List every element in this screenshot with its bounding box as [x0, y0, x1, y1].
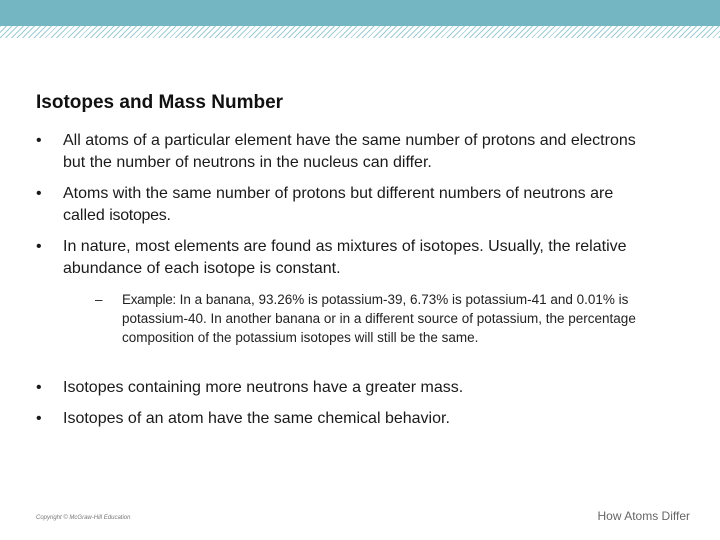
example-sub-bullet [95, 290, 662, 347]
bullet-text: Atoms with the same number of protons but different numbers of neutrons are called [63, 185, 614, 224]
bullet-marker: • [36, 410, 42, 427]
bullet-text: All atoms of a particular element have the same number of protons and electrons but the number of neutrons in the nucleus can differ. [63, 132, 636, 171]
example-text: In a banana, 93.26% is potassium-39, 6.73% is potassium-41 and 0.01% is potassium-40. In another banana or in a different source of potassium, the percentage composition of the potassium isotopes will still be the same. [122, 292, 636, 345]
copyright-footer: Copyright © McGraw-Hill Education [36, 515, 131, 521]
slide-title: Isotopes and Mass Number [36, 92, 284, 113]
header-band [0, 0, 720, 26]
header-hatch-band [0, 26, 720, 38]
bullet-item [36, 183, 646, 227]
sub-bullet-marker: – [95, 292, 103, 307]
bullet-marker: • [36, 185, 42, 202]
bullet-list [36, 130, 646, 289]
bullet-item [36, 236, 646, 280]
bullet-item [36, 408, 646, 430]
bullet-marker: • [36, 238, 42, 255]
bullet-marker: • [36, 379, 42, 396]
bullet-item [36, 377, 646, 399]
example-label: Example: [122, 292, 176, 307]
bullet-item [36, 130, 646, 174]
section-footer: How Atoms Differ [597, 509, 690, 523]
bullet-text: Isotopes containing more neutrons have a greater mass. [63, 379, 464, 396]
isotopes-term: isotopes [109, 207, 167, 224]
bullet-text: Isotopes of an atom have the same chemical behavior. [63, 410, 450, 427]
bullet-marker: • [36, 132, 42, 149]
bullet-list-continued [36, 377, 646, 439]
bullet-text: In nature, most elements are found as mixtures of isotopes. Usually, the relative abundance of each isotope is constant. [63, 238, 627, 277]
bullet-text-end: . [166, 207, 171, 224]
